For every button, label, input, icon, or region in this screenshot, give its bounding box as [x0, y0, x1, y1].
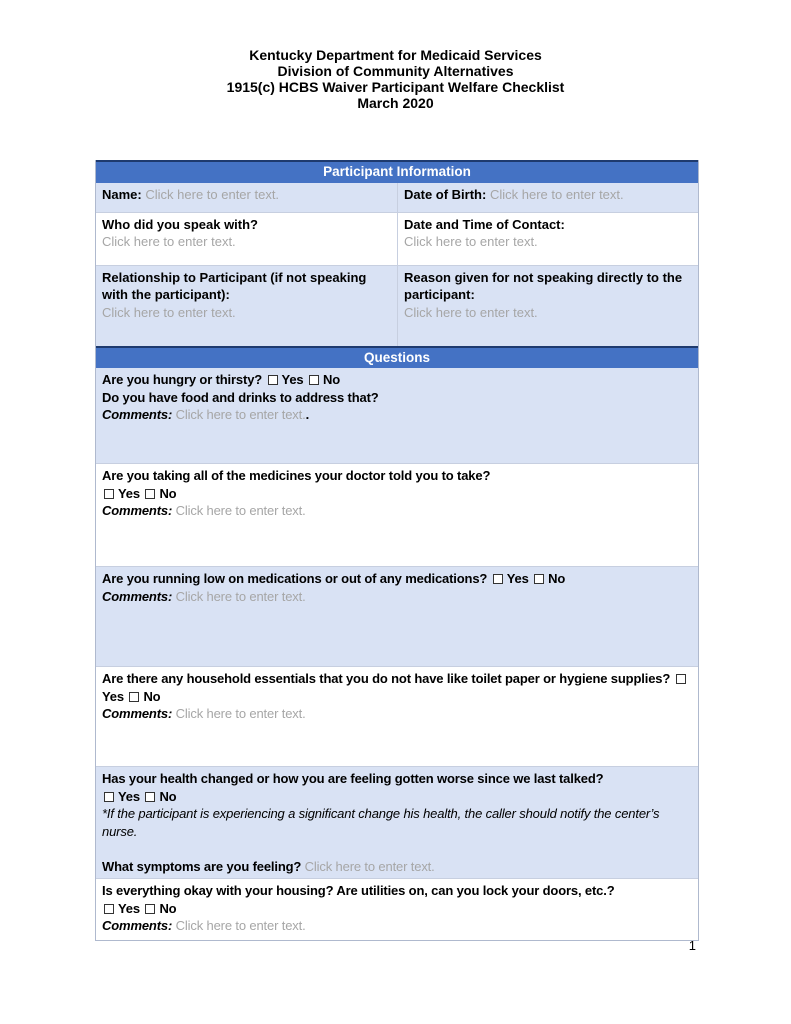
title-line-form-name: 1915(c) HCBS Waiver Participant Welfare Checklist: [226, 79, 565, 95]
document-title-block: [0, 0, 791, 111]
q3-yes-checkbox[interactable]: [493, 574, 503, 584]
cell-q4: [96, 667, 698, 766]
cell-q2: [96, 464, 698, 566]
participant-information-header: Participant Information: [96, 160, 698, 183]
cell-reason: [397, 266, 698, 346]
question-row-housing: [96, 878, 698, 940]
yes-label: Yes: [118, 900, 140, 916]
no-label: No: [548, 571, 566, 586]
q5-symptoms-label: What symptoms are you feeling?: [102, 858, 302, 874]
q6-no-checkbox[interactable]: [145, 904, 155, 914]
q2-no-checkbox[interactable]: [145, 489, 155, 499]
question-row-medicines: [96, 463, 698, 566]
welfare-checklist-table: [95, 160, 699, 941]
cell-q3: [96, 567, 698, 666]
q6-comments-label: Comments:: [102, 918, 173, 933]
question-row-health-change: [96, 766, 698, 878]
no-label: No: [159, 788, 177, 804]
q1-trailing-period: .: [305, 407, 310, 422]
q4-comments-placeholder[interactable]: Click here to enter text.: [175, 706, 306, 721]
dob-label: Date of Birth:: [404, 186, 487, 202]
q4-text: Are there any household essentials that you do not have like toilet paper or hygiene supplies?: [102, 671, 671, 686]
q1-no-checkbox[interactable]: [309, 375, 319, 385]
question-row-hungry: [96, 368, 698, 463]
reason-label: Reason given for not speaking directly to the participant:: [404, 269, 683, 302]
question-row-household-essentials: [96, 666, 698, 766]
q2-yes-checkbox[interactable]: [104, 489, 114, 499]
q6-text: Is everything okay with your housing? Are utilities on, can you lock your doors, etc.?: [102, 883, 615, 898]
row-speak-contact: [96, 212, 698, 265]
contact-label: Date and Time of Contact:: [404, 216, 565, 232]
speak-with-label: Who did you speak with?: [102, 216, 258, 232]
relationship-label: Relationship to Participant (if not speaking with the participant):: [102, 269, 367, 302]
cell-name: [96, 183, 397, 212]
no-label: No: [143, 688, 161, 704]
dob-input-placeholder[interactable]: Click here to enter text.: [489, 186, 624, 202]
title-line-date: March 2020: [357, 95, 434, 111]
cell-q6: [96, 879, 698, 940]
q5-text: Has your health changed or how you are feeling gotten worse since we last talked?: [102, 771, 604, 786]
title-line-division: Division of Community Alternatives: [277, 63, 514, 79]
no-label: No: [159, 485, 177, 501]
cell-q1: [96, 368, 698, 463]
row-relationship-reason: [96, 265, 698, 346]
q5-symptoms-placeholder[interactable]: Click here to enter text.: [304, 858, 435, 874]
q4-yes-checkbox[interactable]: [676, 674, 686, 684]
title-line-agency: Kentucky Department for Medicaid Services: [249, 47, 542, 63]
q5-yes-checkbox[interactable]: [104, 792, 114, 802]
q1-comments-placeholder[interactable]: Click here to enter text.: [175, 407, 306, 422]
q3-comments-placeholder[interactable]: Click here to enter text.: [175, 588, 306, 604]
q4-no-checkbox[interactable]: [129, 692, 139, 702]
relationship-input-placeholder[interactable]: Click here to enter text.: [102, 304, 236, 320]
q1-yes-checkbox[interactable]: [268, 375, 278, 385]
no-label: No: [322, 372, 340, 387]
yes-label: Yes: [281, 372, 304, 387]
speak-with-input-placeholder[interactable]: Click here to enter text.: [102, 234, 236, 249]
q6-comments-placeholder[interactable]: Click here to enter text.: [175, 918, 306, 933]
yes-label: Yes: [118, 788, 140, 804]
q2-comments-label: Comments:: [102, 503, 173, 518]
questions-header: Questions: [96, 346, 698, 369]
yes-label: Yes: [506, 571, 529, 586]
contact-input-placeholder[interactable]: Click here to enter text.: [404, 234, 538, 249]
question-row-low-medications: [96, 566, 698, 666]
q3-no-checkbox[interactable]: [534, 574, 544, 584]
q5-no-checkbox[interactable]: [145, 792, 155, 802]
cell-relationship: [96, 266, 397, 346]
q3-comments-label: Comments:: [102, 588, 173, 604]
q1-followup-text: Do you have food and drinks to address that?: [102, 389, 379, 405]
q1-text: Are you hungry or thirsty?: [102, 372, 263, 387]
row-name-dob: [96, 183, 698, 212]
yes-label: Yes: [102, 688, 124, 704]
q2-comments-placeholder[interactable]: Click here to enter text.: [175, 503, 306, 518]
name-label: Name:: [102, 186, 142, 202]
cell-q5: [96, 767, 698, 878]
q1-comments-label: Comments:: [102, 407, 173, 422]
cell-contact: [397, 213, 698, 265]
cell-speak-with: [96, 213, 397, 265]
q3-text: Are you running low on medications or out of any medications?: [102, 571, 488, 586]
no-label: No: [159, 900, 177, 916]
cell-dob: [397, 183, 698, 212]
q2-text: Are you taking all of the medicines your doctor told you to take?: [102, 468, 491, 483]
q6-yes-checkbox[interactable]: [104, 904, 114, 914]
page-number: 1: [688, 938, 696, 953]
name-input-placeholder[interactable]: Click here to enter text.: [145, 186, 280, 202]
reason-input-placeholder[interactable]: Click here to enter text.: [404, 304, 538, 320]
q4-comments-label: Comments:: [102, 706, 173, 721]
q5-nurse-note: *If the participant is experiencing a significant change his health, the caller should notify the center’s nurse.: [102, 806, 660, 839]
yes-label: Yes: [118, 485, 140, 501]
